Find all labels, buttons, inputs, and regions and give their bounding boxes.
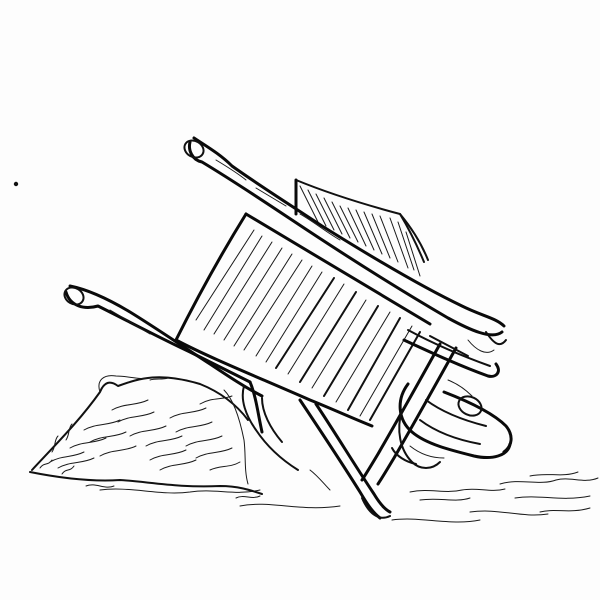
upper-handle bbox=[181, 137, 506, 352]
wheel bbox=[392, 380, 511, 468]
ink-dot bbox=[14, 182, 18, 186]
hay-heap bbox=[30, 376, 262, 494]
lower-handle bbox=[61, 284, 298, 470]
ground-lines bbox=[100, 472, 598, 522]
wheelbarrow-tray bbox=[176, 180, 430, 426]
